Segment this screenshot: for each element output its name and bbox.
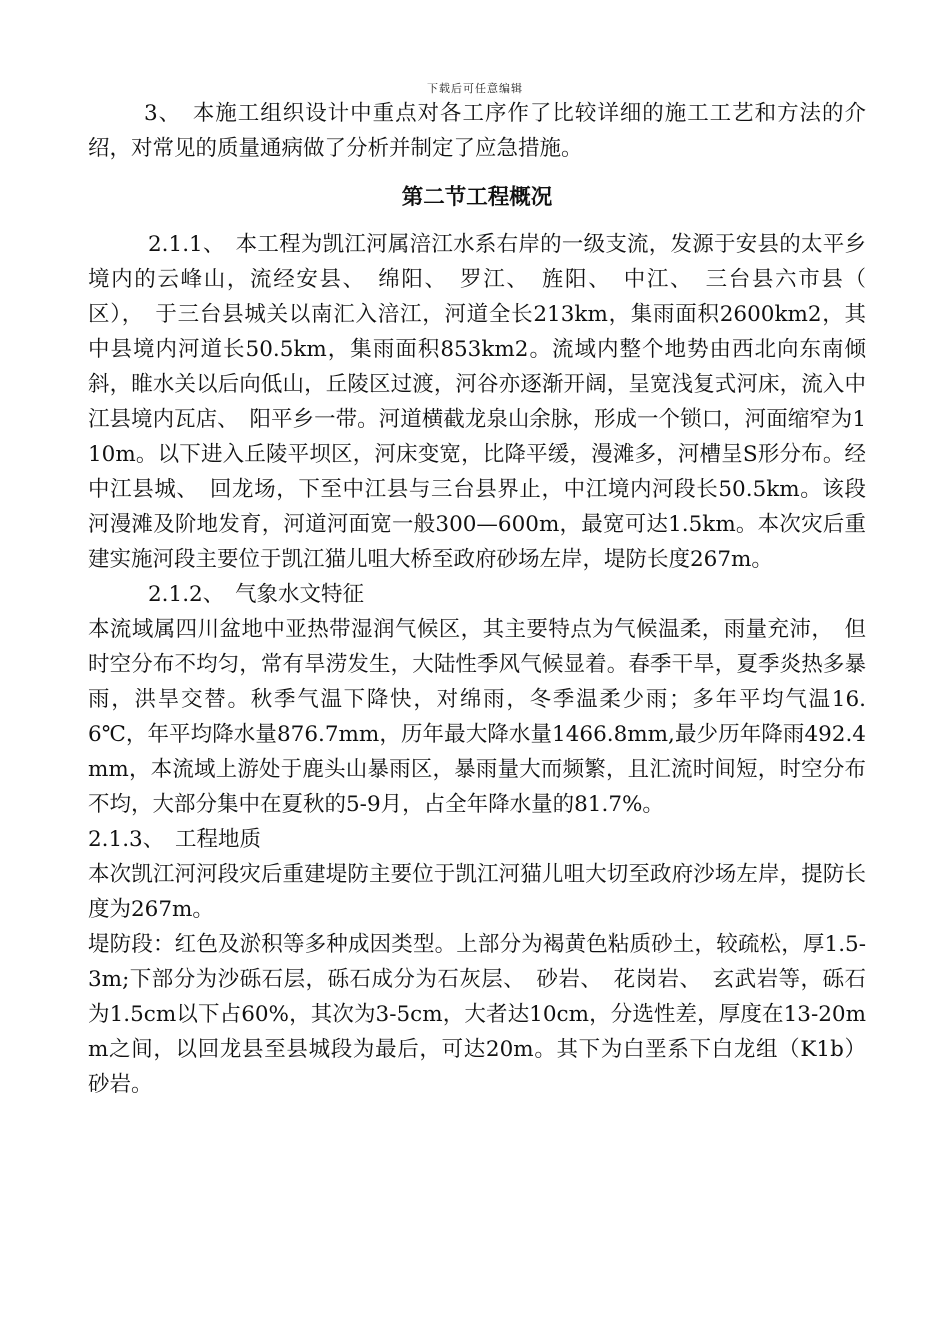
heading-2-1-2: 2.1.2、 气象水文特征 — [148, 582, 364, 607]
paragraph-2-1-2: 本流域属四川盆地中亚热带湿润气候区，其主要特点为气候温柔，雨量充沛， 但时空分布不均匀，常有旱涝发生，大陆性季风气候显着。春季干旱，夏季炎热多暴雨，洪旱交替。秋季气温下降快，对绵雨，冬季温柔少雨；多年平均气温16.6℃，年平均降水量876.7mm，历年最大降水量1466.8mm,最少历年降雨492.4mm，本流域上游处于鹿头山暴雨区，暴雨量大而频繁，且汇流时间短，时空分布不均，大部分集中在夏秋的5-9月，占全年降水量的81.7%。 — [88, 617, 866, 817]
page-header: 下载后可任意编辑 — [427, 82, 523, 95]
section-title: 第二节工程概况 — [401, 185, 553, 210]
document-body — [88, 96, 888, 1102]
paragraph-2-1-3-b: 堤防段：红色及淤积等多种成因类型。上部分为褐黄色粘质砂土，较疏松，厚1.5-3m;下部分为沙砾石层，砾石成分为石灰层、 砂岩、 花岗岩、 玄武岩等，砾石为1.5cm以下占60%，其次为3-5cm，大者达10cm，分选性差，厚度在13-20mm之间，以回龙县至县城段为最后，可达20m。其下为白垩系下白龙组（K1b）砂岩。 — [88, 932, 866, 1097]
heading-2-1-3: 2.1.3、 工程地质 — [88, 827, 261, 852]
paragraph-2-1-3-a: 本次凯江河河段灾后重建堤防主要位于凯江河猫儿咀大切至政府沙场左岸，提防长度为267m。 — [88, 862, 866, 922]
paragraph-3: 3、 本施工组织设计中重点对各工序作了比较详细的施工工艺和方法的介绍，对常见的质量通病做了分析并制定了应急措施。 — [88, 101, 866, 161]
paragraph-2-1-1: 2.1.1、 本工程为凯江河属涪江水系右岸的一级支流，发源于安县的太平乡境内的云峰山，流经安县、 绵阳、 罗江、 旌阳、 中江、 三台县六市县（ 区）， 于三台县城关以南汇入涪江，河道全长213km，集雨面积2600km2，其中县境内河道长50.5km，集雨面积853km2。流域内整个地势由西北向东南倾斜，睢水关以后向低山，丘陵区过渡，河谷亦逐渐开阔，呈宽浅复式河床，流入中江县境内瓦店、 阳平乡一带。河道横截龙泉山余脉，形成一个锁口，河面缩窄为110m。以下进入丘陵平坝区，河床变宽，比降平缓，漫滩多，河槽呈S形分布。经中江县城、 回龙场，下至中江县与三台县界止，中江境内河段长50.5km。该段河漫滩及阶地发育，河道河面宽一般300—600m，最宽可达1.5km。本次灾后重建实施河段主要位于凯江猫儿咀大桥至政府砂场左岸，堤防长度267m。 — [88, 232, 888, 572]
